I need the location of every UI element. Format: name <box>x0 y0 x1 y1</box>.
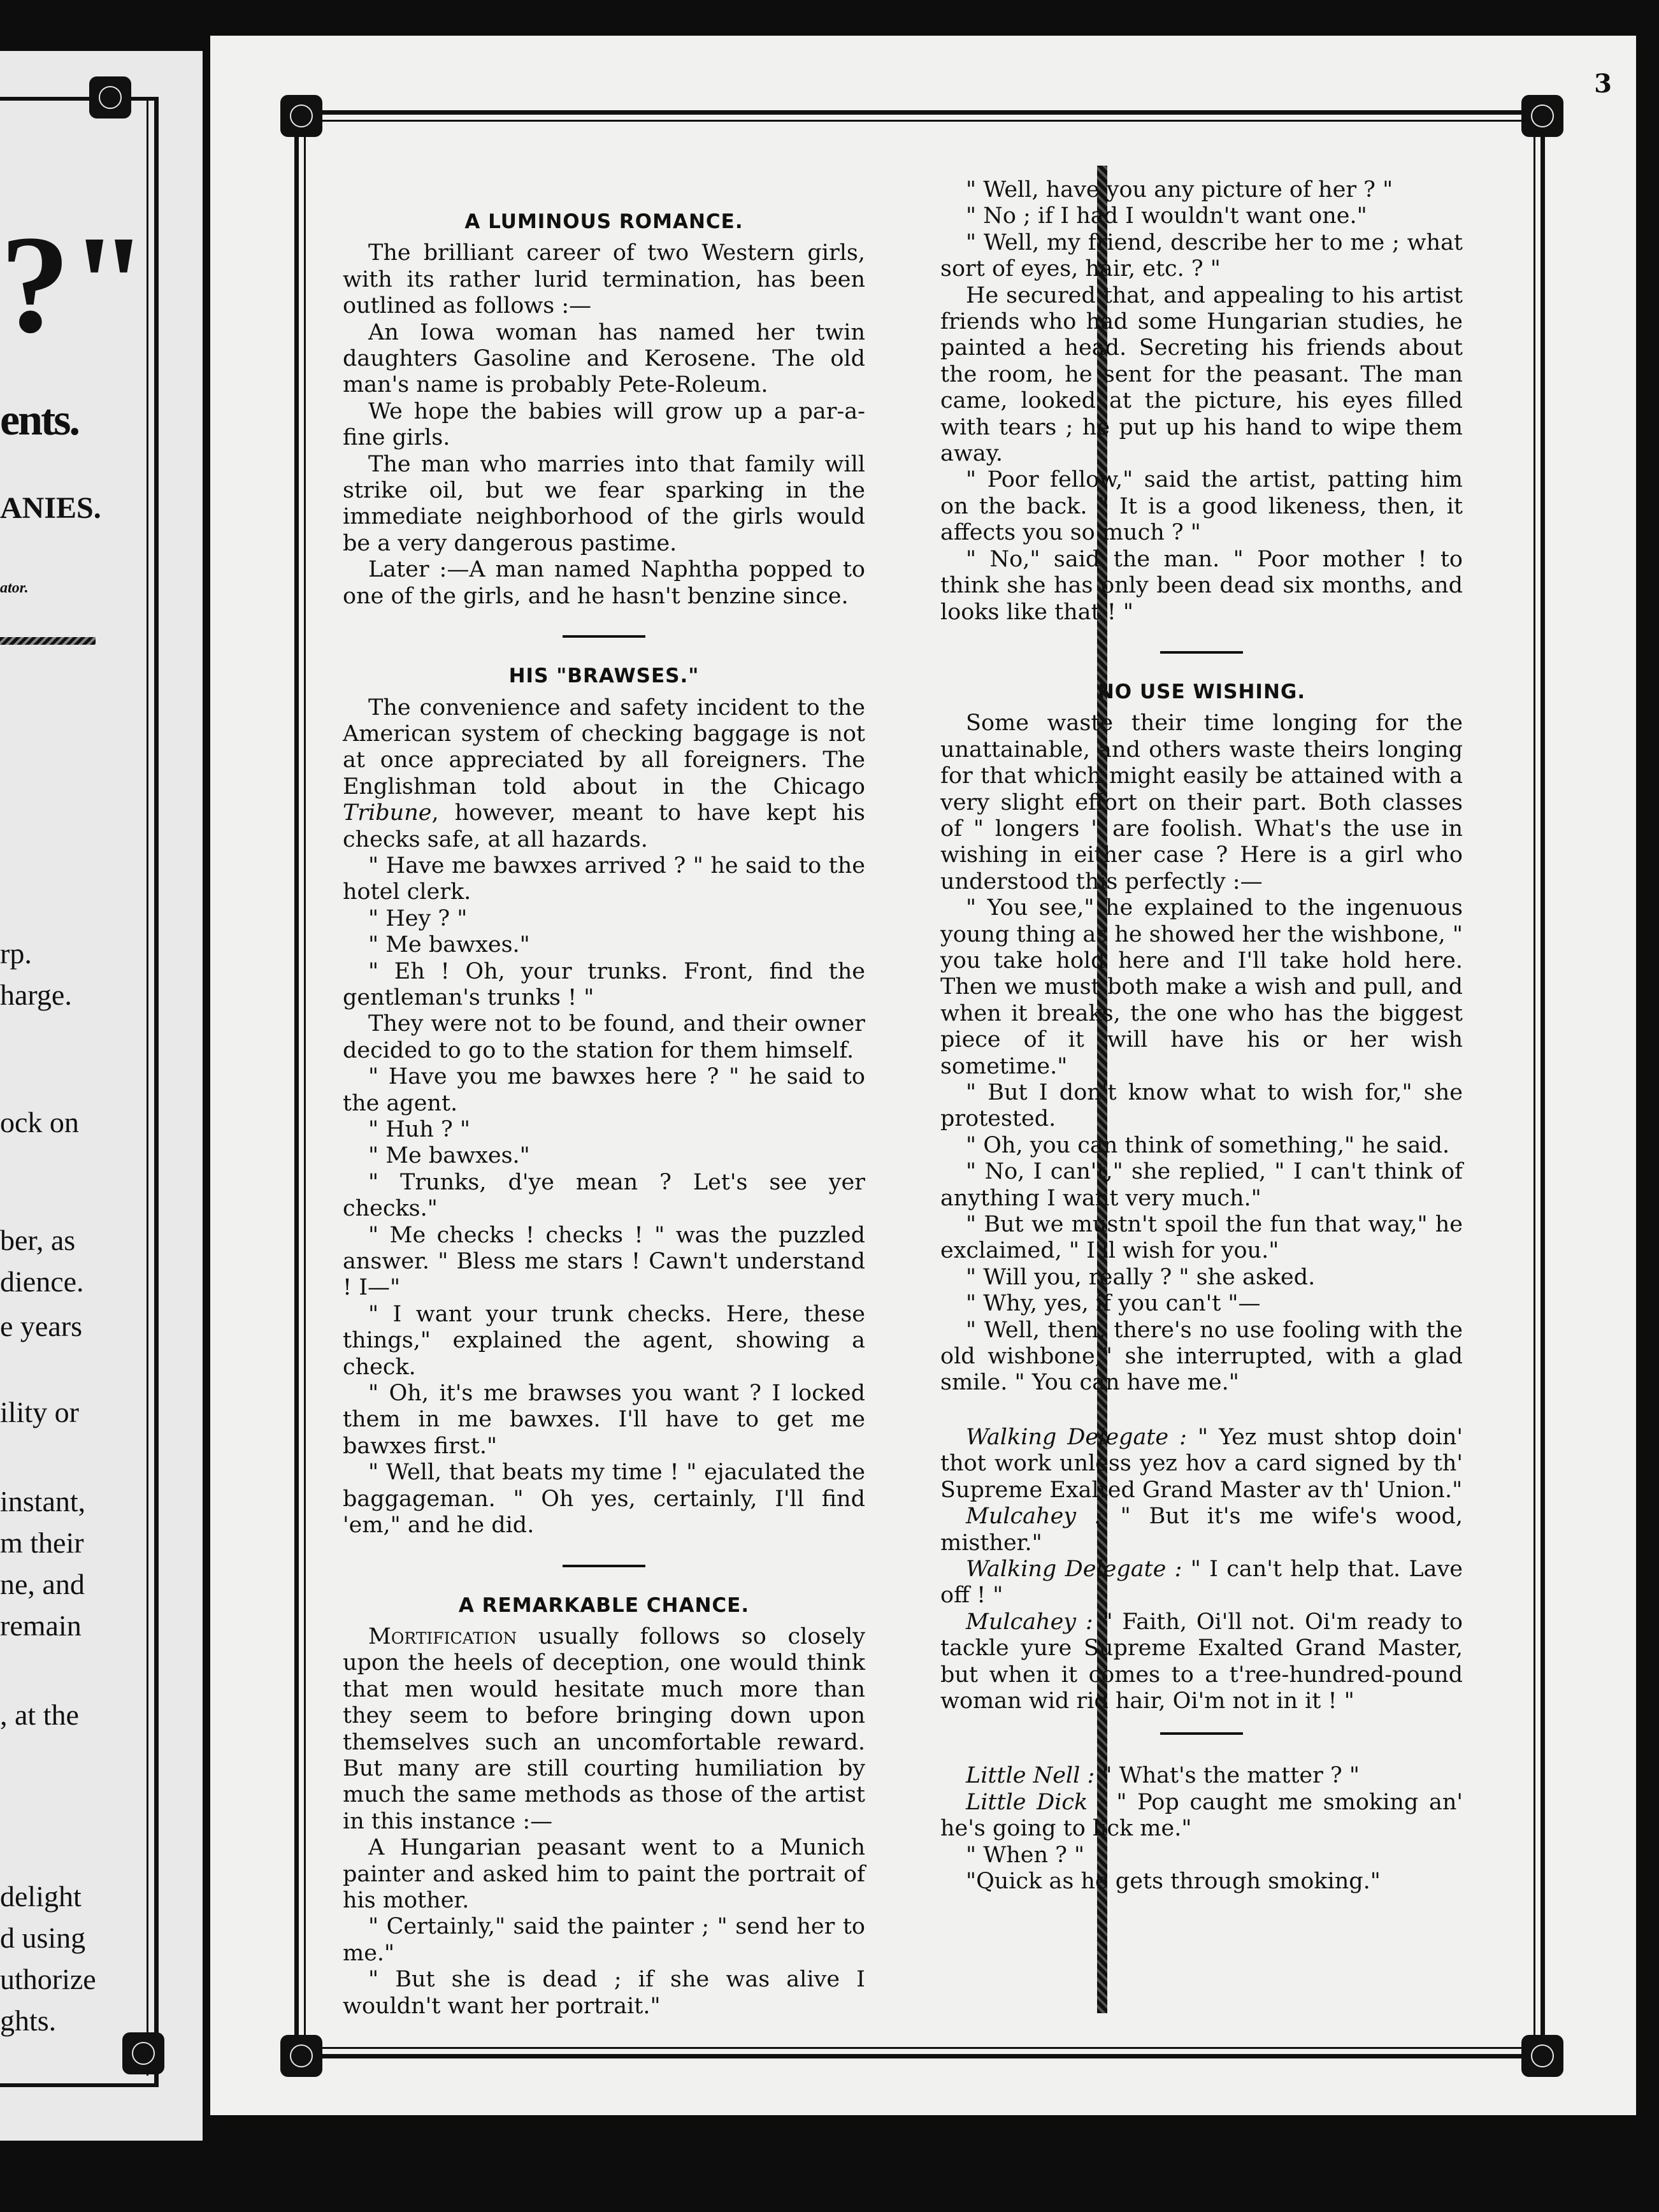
left-fragment: instant, <box>0 1485 86 1518</box>
dialogue-line <box>940 1425 1463 1504</box>
paragraph: He secured that, and appealing to his artist friends who had some Hungarian studies, he painted a head. Secreting his friends about the room, he sent for the peasant. The man came, looked at the picture, his eyes filled with tears ; he put up his hand to wipe them away. <box>940 282 1463 467</box>
paragraph: " Well, then, there's no use fooling with the old wishbone," she interrupted, with a glad smile. " You can have me." <box>940 1317 1463 1396</box>
dialogue-text: " Yez must shtop doin' thot work unless yez hov a card signed by th' Supreme Exalted Grand Master av th' Union." <box>940 1424 1463 1503</box>
text-run: , however, meant to have kept his checks safe, at all hazards. <box>343 800 865 852</box>
border-top-inner <box>298 120 1540 122</box>
paragraph: " Have me bawxes arrived ? " he said to the hotel clerk. <box>343 852 865 905</box>
spacer <box>940 1397 1463 1425</box>
paragraph: " But she is dead ; if she was alive I wouldn't want her portrait." <box>343 1967 865 2019</box>
left-fragment: rp. <box>0 937 32 970</box>
corner-ornament-top-right <box>1521 95 1563 137</box>
paragraph: " No ; if I had I wouldn't want one." <box>966 203 1367 229</box>
paragraph: " Trunks, d'ye mean ? Let's see yer checks." <box>343 1169 865 1222</box>
paragraph: They were not to be found, and their owner decided to go to the station for them himself. <box>343 1011 865 1063</box>
paragraph: " Hey ? " <box>368 905 468 931</box>
speaker-name: Little Nell : <box>966 1763 1095 1789</box>
paragraph <box>343 1624 865 1835</box>
paragraph: " But we mustn't spoil the fun that way," he exclaimed, " I'll wish for you." <box>940 1212 1463 1264</box>
left-fragment: ility or <box>0 1396 79 1428</box>
left-corner-ornament-bottom <box>122 2032 164 2074</box>
paragraph <box>343 695 865 853</box>
paragraph: " But I don't know what to wish for," she protested. <box>940 1080 1463 1132</box>
article-title: HIS "BRAWSES." <box>508 664 700 688</box>
left-fragment: m their <box>0 1526 84 1559</box>
left-corner-ornament-top <box>89 76 131 118</box>
left-fragment: delight <box>0 1880 82 1913</box>
border-top <box>298 110 1540 115</box>
left-ornament-rule <box>0 637 96 645</box>
page-number: 3 <box>1594 69 1612 99</box>
article-title: A LUMINOUS ROMANCE. <box>464 210 743 233</box>
paragraph: The brilliant career of two Western girls, with its rather lurid termination, has been outlined as follows :— <box>343 240 865 319</box>
paragraph: A Hungarian peasant went to a Munich painter and asked him to paint the portrait of his mother. <box>343 1835 865 1913</box>
paragraph: " Why, yes, if you can't "— <box>966 1291 1261 1317</box>
dialogue-line <box>940 1763 1463 1789</box>
border-left-inner <box>304 120 306 2049</box>
paragraph: " Eh ! Oh, your trunks. Front, find the gentleman's trunks ! " <box>343 958 865 1010</box>
left-fragment: ents. <box>0 396 79 445</box>
paragraph: " I want your trunk checks. Here, these things," explained the agent, showing a check. <box>343 1301 865 1380</box>
section-divider <box>563 1565 645 1567</box>
dialogue-line: "Quick as he gets through smoking." <box>966 1868 1381 1894</box>
dialogue-text: " Pop caught me smoking an' he's going to lick me." <box>940 1789 1463 1842</box>
left-fragment: ator. <box>0 580 29 596</box>
border-bottom-inner <box>298 2047 1540 2049</box>
article-title: NO USE WISHING. <box>1097 680 1306 703</box>
paragraph: " You see," he explained to the ingenuous young thing as he showed her the wishbone, " you take hold here and I'll take hold here. Then we must both make a wish and pull, and when it breaks, the one who has the biggest piece of it will have his or her wish sometime." <box>940 895 1463 1079</box>
left-fragment: dience. <box>0 1265 84 1298</box>
left-fragment: harge. <box>0 979 72 1011</box>
article-title: A REMARKABLE CHANCE. <box>458 1593 750 1617</box>
section-divider <box>563 635 645 638</box>
text-run: The convenience and safety incident to the American system of checking baggage is not at once appreciated by all foreigners. The Englishman told about in the Chicago <box>343 694 865 800</box>
dialogue-line: " When ? " <box>966 1842 1085 1868</box>
magazine-page <box>210 36 1636 2115</box>
left-fragment: ghts. <box>0 2004 57 2037</box>
dialogue-line <box>940 1609 1463 1715</box>
italic-text: Tribune <box>343 800 432 826</box>
paragraph: " No," said the man. " Poor mother ! to think she has only been dead six months, and looks like that ! " <box>940 546 1463 625</box>
border-right <box>1540 110 1545 2058</box>
paragraph: " Poor fellow," said the artist, patting him on the back. " It is a good likeness, then, it affects you so much ? " <box>940 467 1463 546</box>
left-fragment: ock on <box>0 1106 79 1138</box>
dialogue-line <box>940 1556 1463 1609</box>
text-run: usually follows so closely upon the heels of deception, one would think that men would hesitate much more than they seem to before bringing down upon themselves such an uncomfortable reward. But many are still courting humiliation by much the same methods as those of the artist in this instance :— <box>343 1623 865 1834</box>
left-fragment: remain <box>0 1609 82 1642</box>
paragraph: " Certainly," said the painter ; " send her to me." <box>343 1914 865 1966</box>
left-fragment: ber, as <box>0 1224 76 1256</box>
left-fragment: uthorize <box>0 1963 96 1995</box>
paragraph: " Well, my friend, describe her to me ; what sort of eyes, hair, etc. ? " <box>940 229 1463 282</box>
paragraph: " Oh, you can think of something," he said. <box>966 1132 1450 1158</box>
paragraph: " Have you me bawxes here ? " he said to the agent. <box>343 1064 865 1116</box>
right-column <box>940 177 1463 1895</box>
corner-ornament-bottom-right <box>1521 2035 1563 2077</box>
dialogue-line <box>940 1790 1463 1842</box>
dialogue-text: " What's the matter ? " <box>1095 1763 1360 1789</box>
left-fragment: ne, and <box>0 1568 85 1600</box>
paragraph: The man who marries into that family will strike oil, but we fear sparking in the immediate neighborhood of the girls would be a very dangerous pastime. <box>343 451 865 556</box>
paragraph: Some waste their time longing for the unattainable, and others waste theirs longing for that which might easily be attained with a very slight effort on their part. Both classes of " longers " are foolish. What's the use in wishing in either case ? Here is a girl who understood this perfectly :— <box>940 710 1463 894</box>
paragraph: " Huh ? " <box>368 1117 470 1142</box>
left-fragment: e years <box>0 1310 82 1342</box>
left-fragment: ?" <box>0 206 148 362</box>
paragraph: " No, I can't," she replied, " I can't think of anything I want very much." <box>940 1159 1463 1211</box>
speaker-name: Walking Delegate : <box>966 1424 1187 1450</box>
paragraph: We hope the babies will grow up a par-a-fine girls. <box>343 398 865 451</box>
dialogue-text: " Faith, Oi'll not. Oi'm ready to tackle yure Supreme Exalted Grand Master, but when it comes to a t'ree-hundred-pound woman wid rid hair, Oi'm not in it ! " <box>940 1609 1463 1714</box>
left-column <box>343 209 865 2020</box>
paragraph: Later :—A man named Naphtha popped to one of the girls, and he hasn't benzine since. <box>343 557 865 609</box>
corner-ornament-top-left <box>280 95 322 137</box>
left-page-fragment <box>0 51 203 2141</box>
section-divider <box>1160 1732 1243 1735</box>
left-fragment: , at the <box>0 1698 79 1731</box>
speaker-name: Mulcahey : <box>966 1504 1102 1530</box>
dialogue-text: " But it's me wife's wood, misther." <box>940 1504 1463 1556</box>
paragraph: " Me bawxes." <box>368 1143 530 1169</box>
paragraph: " Me checks ! checks ! " was the puzzled answer. " Bless me stars ! Cawn't understand ! I—" <box>343 1222 865 1301</box>
border-bottom <box>298 2054 1540 2058</box>
left-fragment: ANIES. <box>0 491 101 525</box>
border-right-inner <box>1533 120 1535 2049</box>
section-divider <box>1160 651 1243 654</box>
small-caps-text: Mortification <box>368 1623 517 1649</box>
speaker-name: Little Dick : <box>966 1789 1106 1815</box>
paragraph: " Oh, it's me brawses you want ? I locked them in me bawxes. I'll have to get me bawxes first." <box>343 1381 865 1459</box>
speaker-name: Walking Delegate : <box>966 1556 1182 1582</box>
paragraph: " Well, have you any picture of her ? " <box>966 177 1393 203</box>
left-fragment: d using <box>0 1921 86 1954</box>
paragraph: An Iowa woman has named her twin daughters Gasoline and Kerosene. The old man's name is probably Pete-Roleum. <box>343 319 865 398</box>
border-left <box>294 110 299 2058</box>
paragraph: " Well, that beats my time ! " ejaculated the baggageman. " Oh yes, certainly, I'll find 'em," and he did. <box>343 1460 865 1539</box>
paragraph: " Me bawxes." <box>368 932 530 958</box>
speaker-name: Mulcahey : <box>966 1609 1093 1635</box>
paragraph: " Will you, really ? " she asked. <box>966 1264 1316 1290</box>
dialogue-line <box>940 1504 1463 1556</box>
corner-ornament-bottom-left <box>280 2035 322 2077</box>
dialogue-text: " I can't help that. Lave off ! " <box>940 1556 1463 1609</box>
